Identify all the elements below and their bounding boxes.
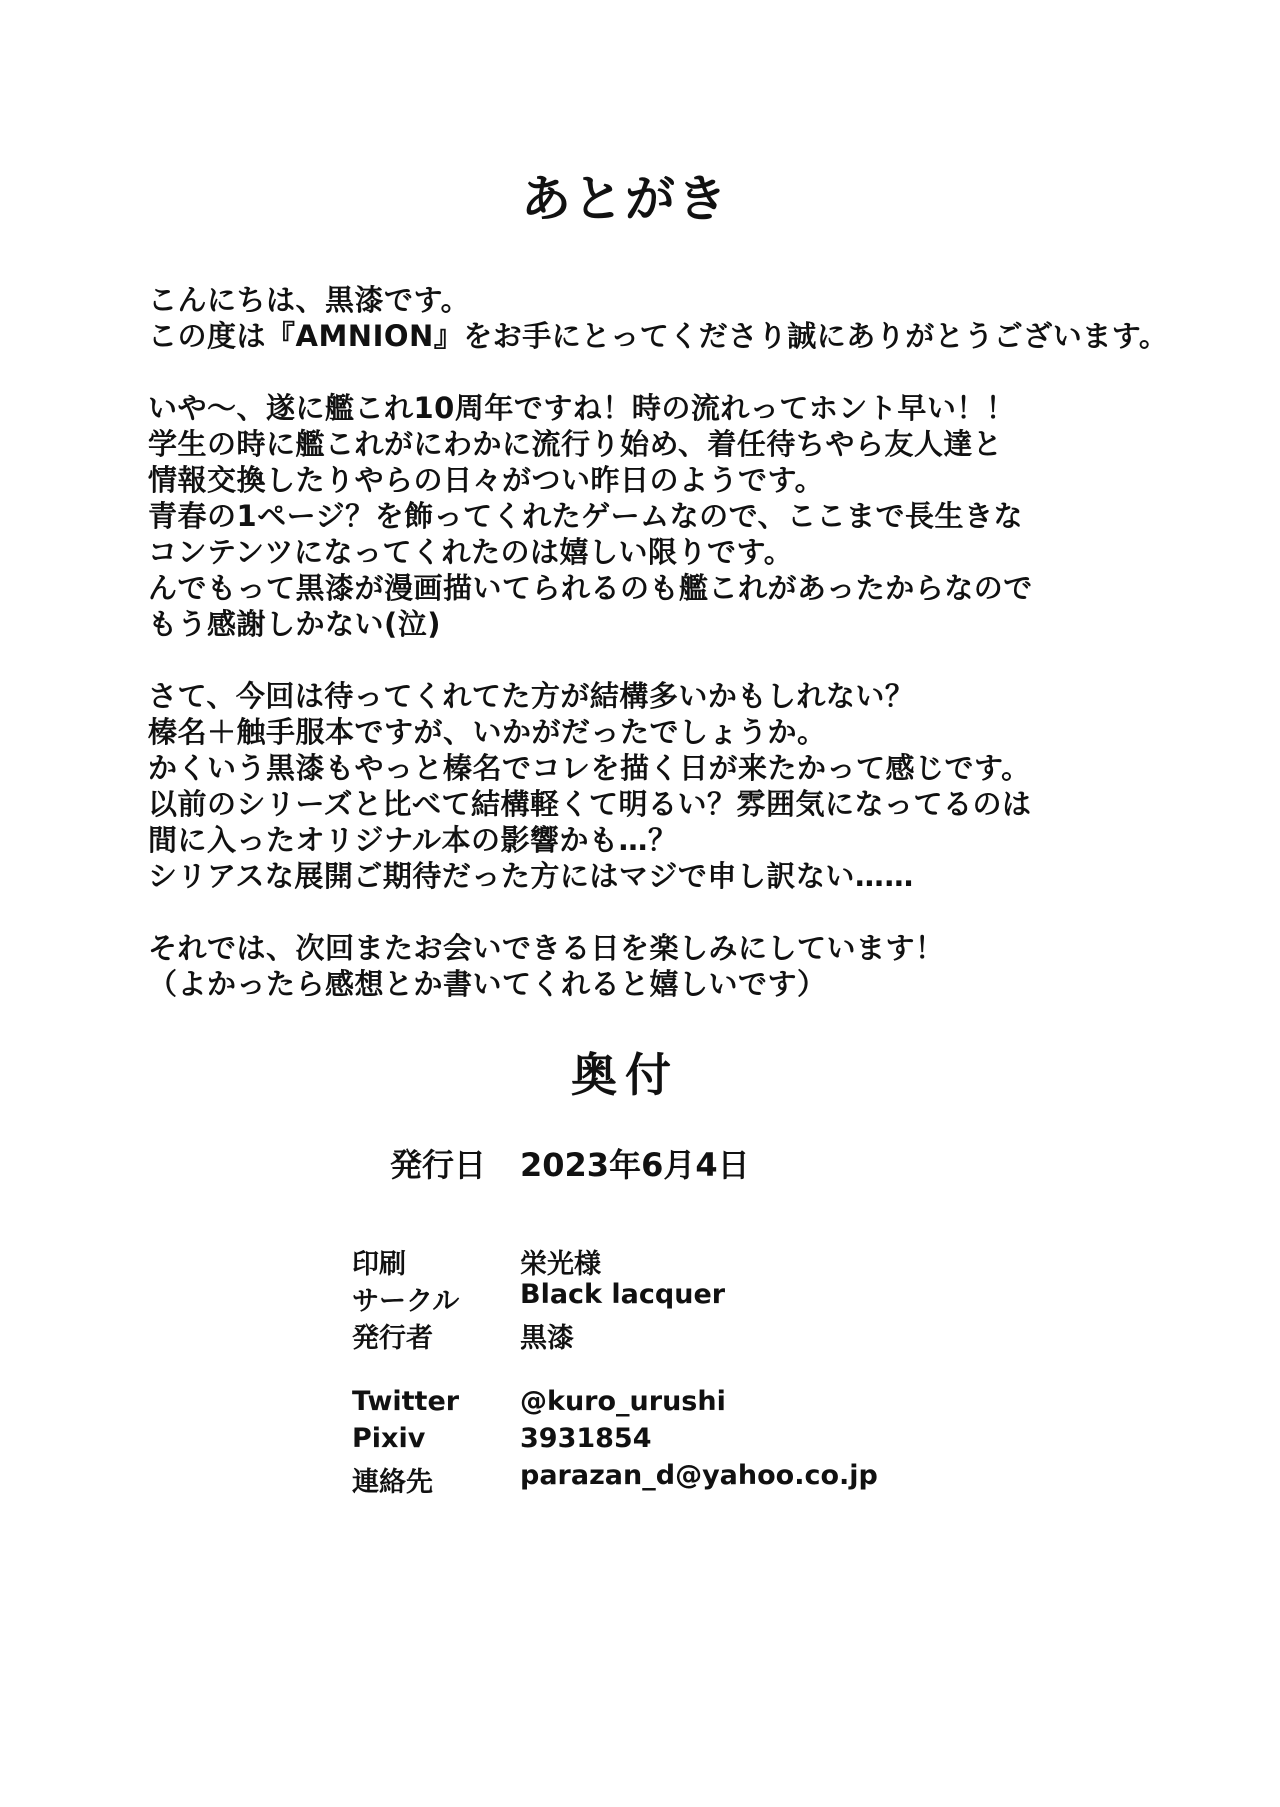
afterword-paragraph [148, 678, 1188, 894]
afterword-line: シリアスな展開ご期待だった方にはマジで申し訳ない…… [148, 859, 914, 893]
colophon-row-value: Black lacquer [520, 1279, 726, 1310]
colophon-row-twitter [0, 1386, 1280, 1423]
afterword-line: （よかったら感想とか書いてくれると嬉しいです） [148, 967, 827, 1001]
colophon-row-label: 発行者 [352, 1323, 433, 1354]
afterword-line: さて、今回は待ってくれてた方が結構多いかもしれない？ [148, 679, 915, 713]
afterword-line: 間に入ったオリジナル本の影響かも…？ [148, 823, 678, 857]
afterword-line: 以前のシリーズと比べて結構軽くて明るい？雰囲気になってるのは [148, 787, 1032, 821]
afterword-line: 榛名＋触手服本ですが、いかがだったでしょうか。 [148, 715, 827, 749]
afterword-line: コンテンツになってくれたのは嬉しい限りです。 [148, 535, 794, 569]
colophon-row-label: Twitter [352, 1386, 460, 1417]
page-title: あとがき [521, 170, 729, 228]
afterword-line: それでは、次回またお会いできる日を楽しみにしています！ [148, 931, 945, 965]
colophon-row-label: 連絡先 [352, 1467, 433, 1498]
colophon-title: 奥付 [571, 1048, 679, 1102]
colophon-row-label: サークル [352, 1286, 460, 1317]
afterword-line: 青春の1ページ？を飾ってくれたゲームなので、ここまで長生きな [148, 499, 1024, 533]
afterword-line: この度は『AMNION』をお手にとってくださり誠にありがとうございます。 [148, 319, 1169, 353]
colophon-row-printer [0, 1242, 1280, 1279]
colophon-row-value: 3931854 [520, 1423, 652, 1454]
afterword-body [148, 282, 1188, 1038]
colophon-contact-rows [0, 1386, 1280, 1497]
afterword-line: 学生の時に艦これがにわかに流行り始め、着任待ちやら友人達と [148, 427, 1003, 461]
issue-date-row [0, 1140, 1280, 1184]
issue-date-value: 2023年6月4日 [520, 1146, 750, 1184]
afterword-line: こんにちは、黒漆です。 [148, 283, 471, 317]
colophon-row-value: parazan_d@yahoo.co.jp [520, 1460, 878, 1491]
colophon-row-circle [0, 1279, 1280, 1316]
colophon-row-value: 栄光様 [520, 1249, 601, 1280]
colophon-row-pixiv [0, 1423, 1280, 1460]
issue-date-label: 発行日 [390, 1146, 487, 1184]
colophon-row-author [0, 1316, 1280, 1353]
colophon-row-label: 印刷 [352, 1249, 406, 1280]
afterword-line: いや〜、遂に艦これ10周年ですね！時の流れってホント早い！！ [148, 391, 1016, 425]
afterword-line: んでもって黒漆が漫画描いてられるのも艦これがあったからなので [148, 571, 1033, 605]
colophon-row-value: @kuro_urushi [520, 1386, 726, 1417]
colophon-row-label: Pixiv [352, 1423, 426, 1454]
colophon-publisher-rows [0, 1242, 1280, 1353]
colophon-row-value: 黒漆 [520, 1323, 574, 1354]
afterword-paragraph [148, 282, 1188, 354]
afterword-line: 情報交換したりやらの日々がつい昨日のようです。 [148, 463, 825, 497]
afterword-paragraph [148, 390, 1188, 642]
afterword-paragraph [148, 930, 1188, 1002]
afterword-line: もう感謝しかない(泣) [148, 607, 442, 641]
colophon-row-contact [0, 1460, 1280, 1497]
afterword-line: かくいう黒漆もやっと榛名でコレを描く日が来たかって感じです。 [148, 751, 1031, 785]
